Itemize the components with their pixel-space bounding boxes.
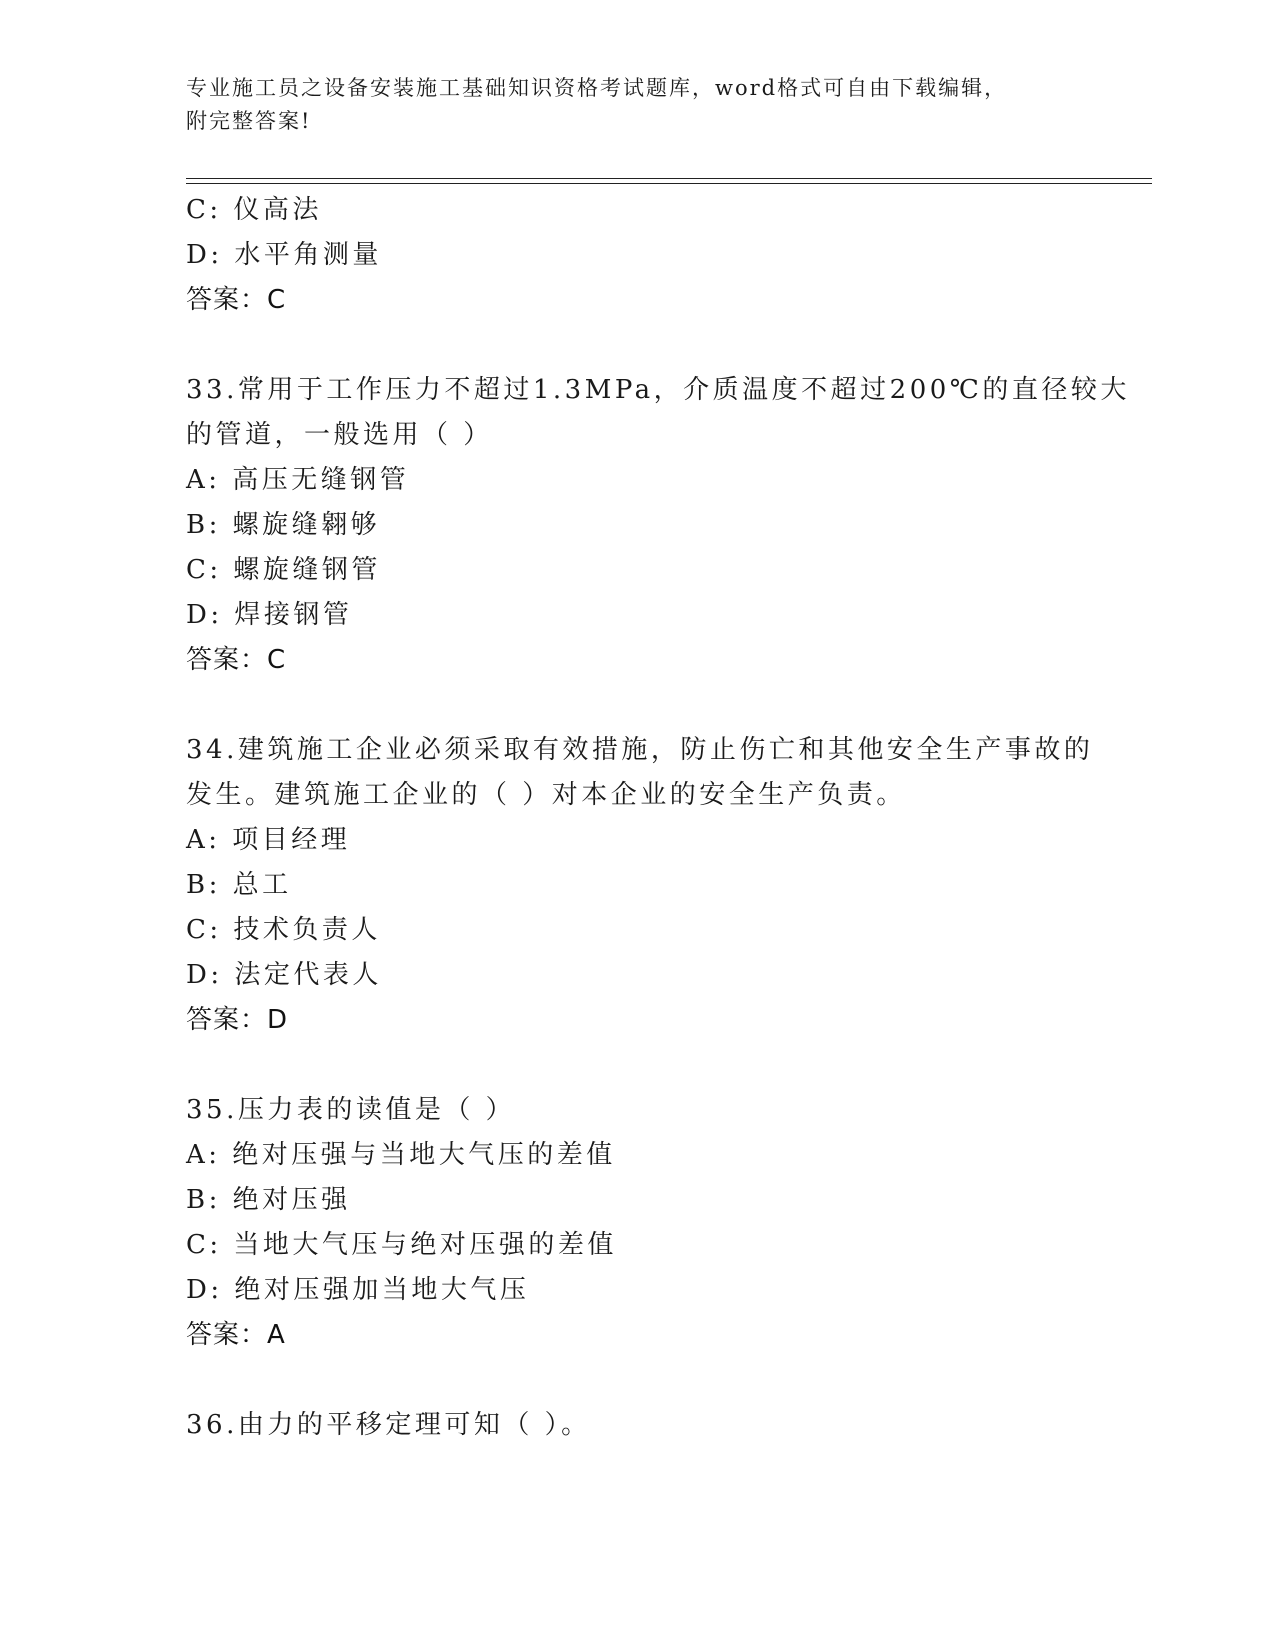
q34-option-d: D: 法定代表人 [186, 960, 382, 990]
q33-option-b: B: 螺旋缝翱够 [186, 510, 381, 540]
q35-answer: 答案：A [186, 1320, 286, 1350]
q34-option-a: A: 项目经理 [186, 825, 351, 855]
q34-option-c: C: 技术负责人 [186, 915, 381, 945]
q36-stem-line-1: 36.由力的平移定理可知（ ）。 [186, 1410, 591, 1440]
q35-stem-line-1: 35.压力表的读值是（ ） [186, 1095, 516, 1125]
q34-stem-line-1: 34.建筑施工企业必须采取有效措施，防止伤亡和其他安全生产事故的 [186, 735, 1094, 765]
q35-option-d: D: 绝对压强加当地大气压 [186, 1275, 530, 1305]
q33-stem-line-1: 33.常用于工作压力不超过1.3MPa，介质温度不超过200℃的直径较大 [186, 375, 1130, 405]
q33-option-d: D: 焊接钢管 [186, 600, 353, 630]
q35-option-c: C: 当地大气压与绝对压强的差值 [186, 1230, 617, 1260]
q35-option-a: A: 绝对压强与当地大气压的差值 [186, 1140, 616, 1170]
q34-stem-line-2: 发生。建筑施工企业的（ ）对本企业的安全生产负责。 [186, 780, 906, 810]
header-divider-top [186, 178, 1152, 179]
q33-option-a: A: 高压无缝钢管 [186, 465, 410, 495]
q34-option-b: B: 总工 [186, 870, 292, 900]
q32-option-c: C: 仪高法 [186, 195, 322, 225]
page-header [186, 72, 1086, 138]
header-divider-bottom [186, 183, 1152, 184]
q33-option-c: C: 螺旋缝钢管 [186, 555, 381, 585]
header-line-1: 专业施工员之设备安装施工基础知识资格考试题库，word格式可自由下载编辑， [186, 76, 1008, 100]
q33-answer: 答案：C [186, 645, 287, 675]
q34-answer: 答案：D [186, 1005, 289, 1035]
q32-answer: 答案：C [186, 285, 287, 315]
q33-stem-line-2: 的管道，一般选用（ ） [186, 420, 493, 450]
header-line-2: 附完整答案! [186, 109, 312, 133]
q35-option-b: B: 绝对压强 [186, 1185, 351, 1215]
q32-option-d: D: 水平角测量 [186, 240, 382, 270]
